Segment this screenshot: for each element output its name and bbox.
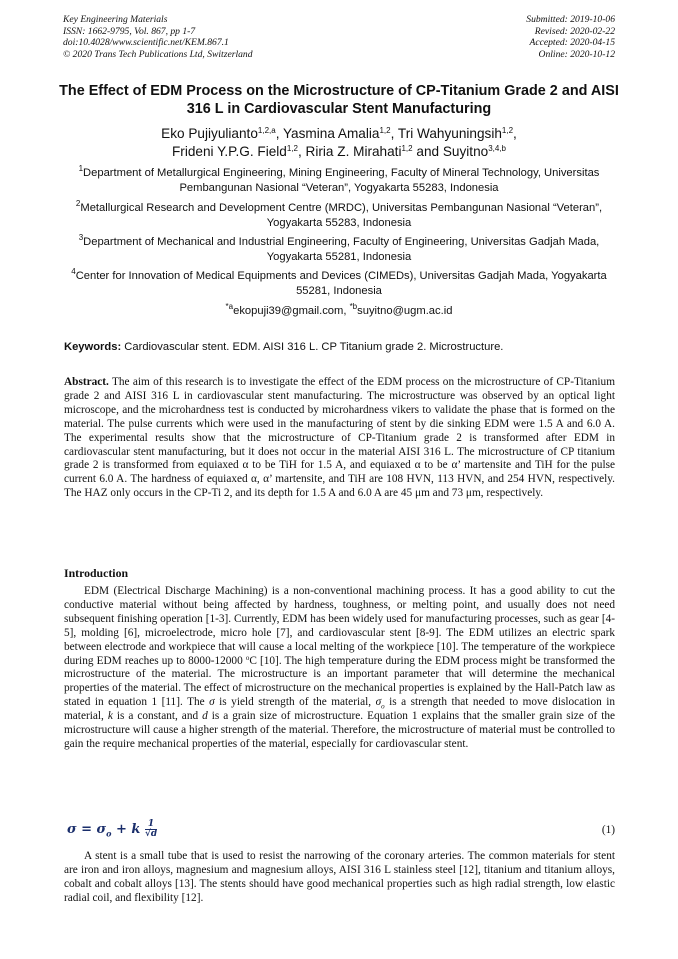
author: Frideni Y.P.G. Field$^{1,2}$, [172, 144, 306, 159]
author-list [58, 125, 620, 161]
section-heading-introduction: Introduction [64, 566, 129, 580]
author: Tri Wahyuningsih$^{1,2}$, [397, 126, 517, 141]
journal-header-left [63, 14, 253, 60]
email-link[interactable]: suyitno@ugm.ac.id [357, 305, 453, 317]
author: Eko Pujiyulianto$^{1,2,a}$, [161, 126, 283, 141]
equation-number: (1) [601, 824, 615, 836]
journal-header-right [526, 14, 615, 60]
hall-petch-formula: $\sigma = \sigma_o + k$ $\frac{1}{√d}$ [67, 819, 158, 839]
author: Yasmina Amalia$^{1,2}$, [283, 126, 398, 141]
journal-name: Key Engineering Materials [63, 14, 168, 25]
submitted-date: Submitted: 2019-10-06 [526, 14, 615, 25]
doi: doi:10.4028/www.scientific.net/KEM.867.1 [63, 37, 229, 48]
online-date: Online: 2020-10-12 [538, 48, 615, 60]
author: Suyitno$^{3,4,b}$ [442, 144, 506, 159]
accepted-date: Accepted: 2020-04-15 [529, 37, 615, 48]
affiliation-2: $^2$Metallurgical Research and Development Centre (MRDC), Universitas Pembangunan Nasional “Veteran”, Yogyakarta 55283, Indonesia [75, 199, 603, 229]
affiliation-4: $^4$Center for Innovation of Medical Equipments and Devices (CIMEDs), Universitas Gadjah Mada, Yogyakarta 55281, Indonesia [71, 267, 607, 297]
copyright: © 2020 Trans Tech Publications Ltd, Switzerland [63, 48, 253, 60]
introduction-paragraph-1: EDM (Electrical Discharge Machining) is a non-conventional machining process. It has a good ability to cut the conductive material without being affected by hardness, toughness, or melting point, and usually does not need subsequent finishing operation [1-3]. Currently, EDM has been widely used for manufacturing processes, such as gear [4-5], molding [6], microelectrode, micro hole [7], and cardiovascular stent [8-9]. The EDM utilizes an electric spark between electrode and workpiece that will cause a local melting of the workpiece [10]. The temperature of the workpiece during EDM reaches up to 8000-12000 $^o$C [10]. The high temperature during the EDM process might be transformed the microstructure of the material. The microstructure is an important parameter that will determine the mechanical properties of the material. The effect of microstructure on the mechanical properties is explained by the Hall-Patch law as stated in equation 1 [11]. The σ is yield strength of the material, $\sigma_o$ is a strength that needed to move dislocation in material, k is a constant, and d is a grain size of microstructure. Equation 1 explains that the smaller grain size of the microstructure will cause a higher strength of the material. Therefore, the microstructure of material must be controlled to gain the require mechanical properties of the material, especially for cardiovascular stent. [64, 585, 616, 750]
author-emails: $^{*a}$ekopuji39@gmail.com, $^{*b}$suyitno@ugm.ac.id [225, 302, 453, 317]
keywords-label: Keywords: [64, 341, 122, 353]
author: Riria Z. Mirahati$^{1,2}$ and [305, 144, 443, 159]
abstract-label: Abstract. [64, 376, 109, 388]
equation-1 [64, 820, 615, 842]
paper-title: The Effect of EDM Process on the Microstructure of CP-Titanium Grade 2 and AISI 316 L in Cardiovascular Stent Manufacturing [59, 83, 619, 117]
abstract: Abstract. The aim of this research is to investigate the effect of the EDM process on the microstructure of CP-Titanium grade 2 and AISI 316 L in cardiovascular stent manufacturing. The microstructure was observed by an optical light microscope, and the microhardness test is conducted by microhardness vikers to validate the phase that is formed on the material. The pulse currents which were used in the manufacturing of stent by die sinking EDM were 1.5 A and 6.0 A. The experimental results show that the microstructure of CP-Titanium grade 2 is transformed after EDM in cardiovascular stent manufacturing, but it does not occur in the material AISI 316 L. The microstructure of CP titanium grade 2 is transformed from equiaxed α to be TiH for 1.5 A, and equiaxed α to be α’ martensite and TiH for the pulse current 6.0 A. The hardness of equiaxed α, α’ martensite, and TiH are 108 HVN, 113 HVN, and 254 HVN, respectively. The HAZ only occurs in the CP-Ti 2, and its depth for 1.5 A and 6.0 A are 45 μm and 73 μm, respectively. [64, 376, 615, 500]
affiliation-3: $^3$Department of Mechanical and Industrial Engineering, Faculty of Engineering, Universitas Gadjah Mada, Yogyakarta 55281, Indonesia [78, 233, 600, 263]
introduction-paragraph-2: A stent is a small tube that is used to resist the narrowing of the coronary arteries. The common materials for stent are iron and iron alloys, magnesium and magnesium alloys, AISI 316 L stainless steel [12], titanium and titanium alloys, cobalt and cobalt alloys [13]. The stents should have good mechanical properties such as high radial strength, low elastic radial coil, and flexibility [12]. [64, 850, 615, 904]
keywords: Keywords: Cardiovascular stent. EDM. AISI 316 L. CP Titanium grade 2. Microstructure. [64, 341, 504, 353]
email-link[interactable]: ekopuji39@gmail.com [233, 305, 344, 317]
revised-date: Revised: 2020-02-22 [534, 25, 615, 37]
issn: ISSN: 1662-9795, Vol. 867, pp 1-7 [63, 25, 196, 37]
affiliation-1: $^1$Department of Metallurgical Engineering, Mining Engineering, Faculty of Mineral Technology, Universitas Pembangunan Nasional “Veteran”, Yogyakarta 55283, Indonesia [78, 164, 600, 194]
